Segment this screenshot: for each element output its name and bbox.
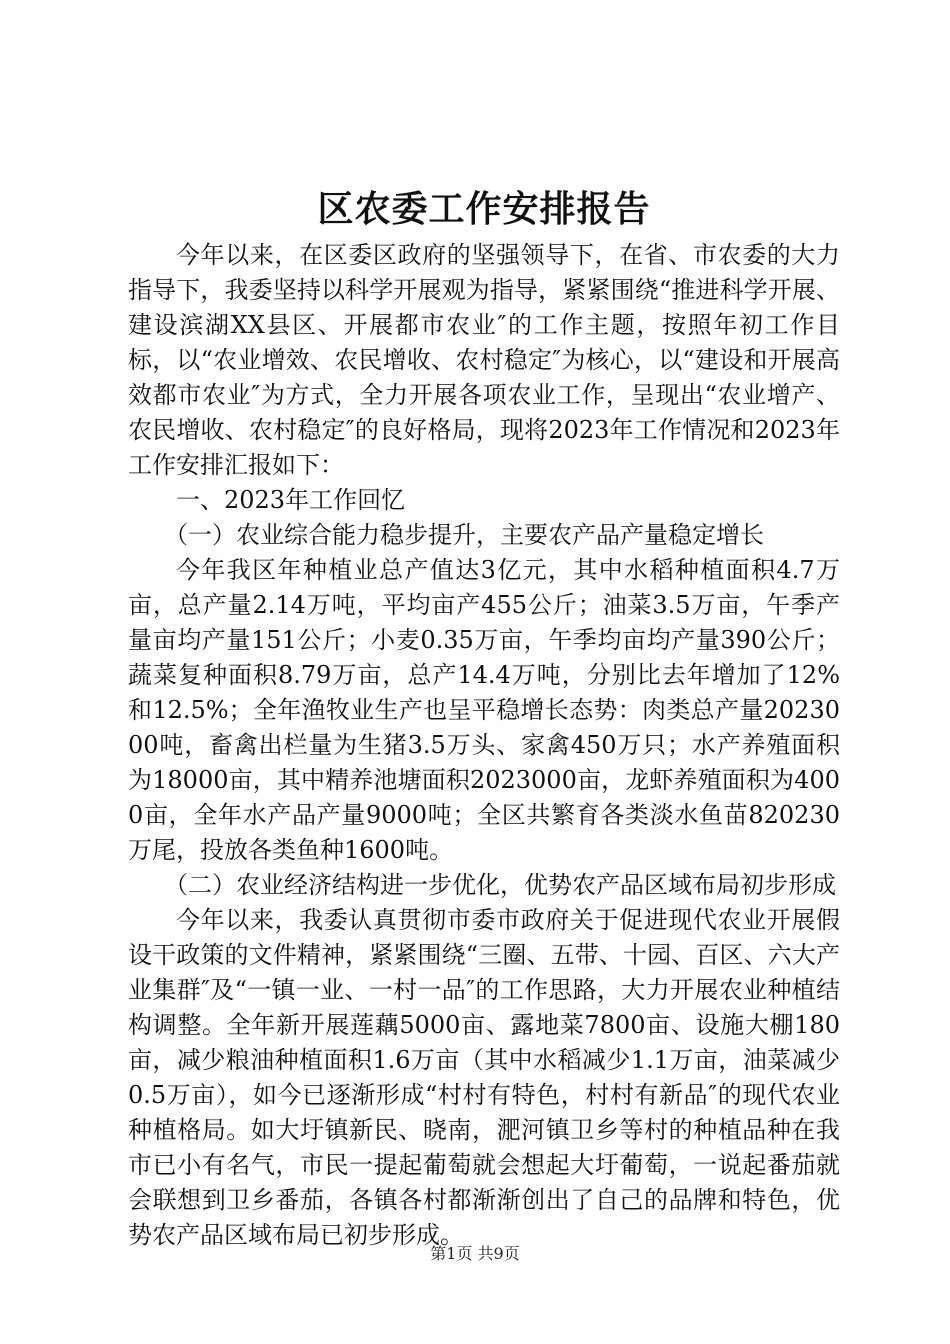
document-page xyxy=(128,182,840,1253)
document-title: 区农委工作安排报告 xyxy=(317,188,651,230)
intro-paragraph: 今年以来，在区委区政府的坚强领导下，在省、市农委的大力指导下，我委坚持以科学开展观为指导，紧紧围绕“推进科学开展、建设滨湖XX县区、开展都市农业″的工作主题，按照年初工作目标，以“农业增效、农民增收、农村稳定″为核心，以“建设和开展高效都市农业″为方式，全力开展各项农业工作，呈现出“农业增产、农民增收、农村稳定″的良好格局，现将2023年工作情况和2023年工作安排汇报如下： xyxy=(128,241,840,479)
body-paragraph-structure: 今年以来，我委认真贯彻市委市政府关于促进现代农业开展假设干政策的文件精神，紧紧围绕“三圈、五带、十园、百区、六大产业集群″及“一镇一业、一村一品″的工作思路，大力开展农业种植结构调整。全年新开展莲藕5000亩、露地菜7800亩、设施大棚180亩，减少粮油种植面积1.6万亩（其中水稻减少1.1万亩，油菜减少0.5万亩），如今已逐渐形成“村村有特色，村村有新品″的现代农业种植格局。如大圩镇新民、晓南，淝河镇卫乡等村的种植品种在我市已小有名气，市民一提起葡萄就会想起大圩葡萄，一说起番茄就会联想到卫乡番茄，各镇各村都渐渐创出了自己的品牌和特色，优势农产品区域布局已初步形成。 xyxy=(128,906,840,1249)
body-paragraph-production: 今年我区年种植业总产值达3亿元，其中水稻种植面积4.7万亩，总产量2.14万吨，平均亩产455公斤；油菜3.5万亩，午季产量亩均产量151公斤；小麦0.35万亩，午季均亩均产量390公斤；蔬菜复种面积8.79万亩，总产14.4万吨，分别比去年增加了12%和12.5%；全年渔牧业生产也呈平稳增长态势：肉类总产量2023000吨，畜禽出栏量为生猪3.5万头、家禽450万只；水产养殖面积为18000亩，其中精养池塘面积2023000亩，龙虾养殖面积为4000亩，全年水产品产量9000吨；全区共繁育各类淡水鱼苗820230万尾，投放各类鱼种1600吨。 xyxy=(128,556,840,864)
page-footer: 第1页 共9页 xyxy=(430,1244,520,1263)
section-heading-review: 一、2023年工作回忆 xyxy=(176,486,406,514)
subheading-economic-structure: （二）农业经济结构进一步优化，优势农产品区域布局初步形成 xyxy=(164,871,836,899)
subheading-agricultural-capacity: （一）农业综合能力稳步提升，主要农产品产量稳定增长 xyxy=(164,521,764,549)
